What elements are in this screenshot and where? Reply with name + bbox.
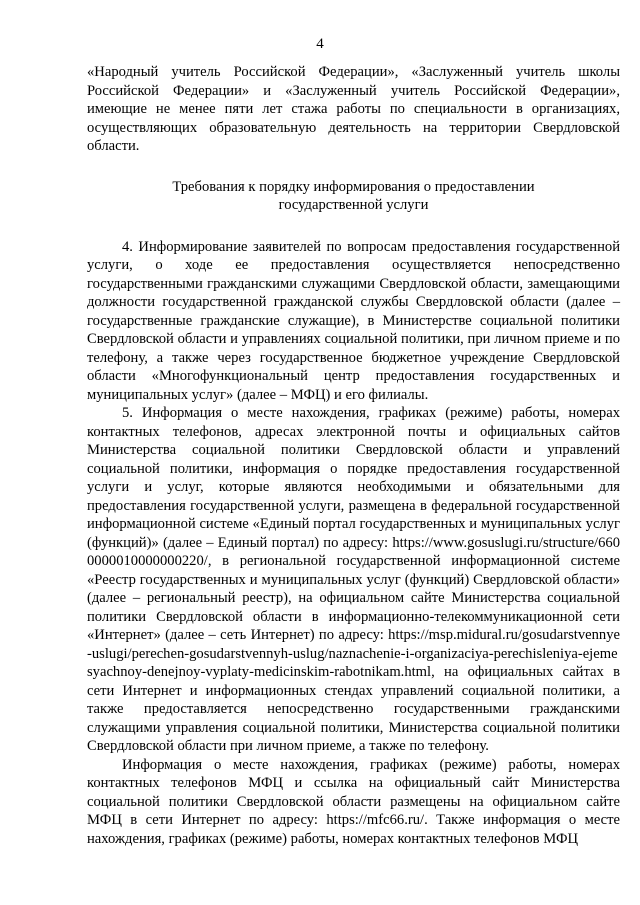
paragraph-5 bbox=[87, 404, 620, 756]
mfc66-link[interactable]: https://mfc66.ru/ bbox=[326, 812, 425, 828]
paragraph-5-text-2: , в региональной государственной информационной системе «Реестр государственных и муниципальных услуг (функций) Свердловской области» (далее – региональный реестр), на официальном сайте Министерства социальной политики Свердловской области в информационно-телекоммуникационной сети «Интернет» (далее – сеть Интернет) по адресу: bbox=[87, 553, 620, 643]
paragraph-5-text-3: , на официальных сайтах в сети Интернет и информационных стендах управлений социальной политики, а также предоставляется непосредственно государственными гражданскими служащими управления социальной политики, Министерства социальной политики Свердловской области при личном приеме, а также по телефону. bbox=[87, 664, 620, 754]
msp-midural-link[interactable]: https://msp.midural.ru/gosudarstvennye-uslugi/perechen-gosudarstvennyh-uslug/naznachenie-i-organizaciya-perechisleniya-ejemesyachnoy-denejnoy-vyplaty-medicinskim-rabotnikam.html bbox=[87, 627, 620, 680]
paragraph-6 bbox=[87, 756, 620, 849]
page-number: 4 bbox=[316, 36, 324, 52]
paragraph-6-text-2: . Также информация о месте нахождения, графиках (режиме) работы, номерах контактных телефонов МФЦ bbox=[87, 812, 621, 847]
paragraph-6-text-1: Информация о месте нахождения, графиках (режиме) работы, номерах контактных телефонов МФЦ и ссылка на официальный сайт Министерства социальной политики Свердловской области размещены на официальном сайте МФЦ в сети Интернет по адресу: bbox=[87, 756, 620, 828]
document-body bbox=[87, 63, 620, 848]
intro-paragraph: «Народный учитель Российской Федерации», «Заслуженный учитель школы Российской Федерации» и «Заслуженный учитель Российской Федерации», имеющие не менее пяти лет стажа работы по специальности в организациях, осуществляющих образовательную деятельность на территории Свердловской области. bbox=[87, 64, 620, 154]
section-heading: Требования к порядку информирования о предоставлении государственной услуги bbox=[172, 178, 535, 213]
gosuslugi-link[interactable]: https://www.gosuslugi.ru/structure/6600000010000000220/ bbox=[87, 534, 620, 569]
paragraph-5-text-1: 5. Информация о месте нахождения, графиках (режиме) работы, номерах контактных телефонов, адресах электронной почты и официальных сайтов Министерства социальной политики Свердловской области и управлений социальной политики, информация о порядке предоставления государственной услуги и услуг, которые являются необходимыми и обязательными для предоставления государственной услуги, размещена в федеральной государственной информационной системе «Единый портал государственных и муниципальных услуг (функций)» (далее – Единый портал) по адресу: bbox=[87, 405, 620, 551]
paragraph-4: 4. Информирование заявителей по вопросам предоставления государственной услуги, о ходе ее предоставления осуществляется непосредственно государственными гражданскими служащими Свердловской области, замещающими должности государственной гражданской службы Свердловской области (далее – государственные гражданские служащие), в Министерстве социальной политики Свердловской области и управлениях социальной политики, при личном приеме и по телефону, а также через государственное бюджетное учреждение Свердловской области «Многофункциональный центр предоставления государственных и муниципальных услуг» (далее – МФЦ) и его филиалы. bbox=[87, 238, 620, 403]
